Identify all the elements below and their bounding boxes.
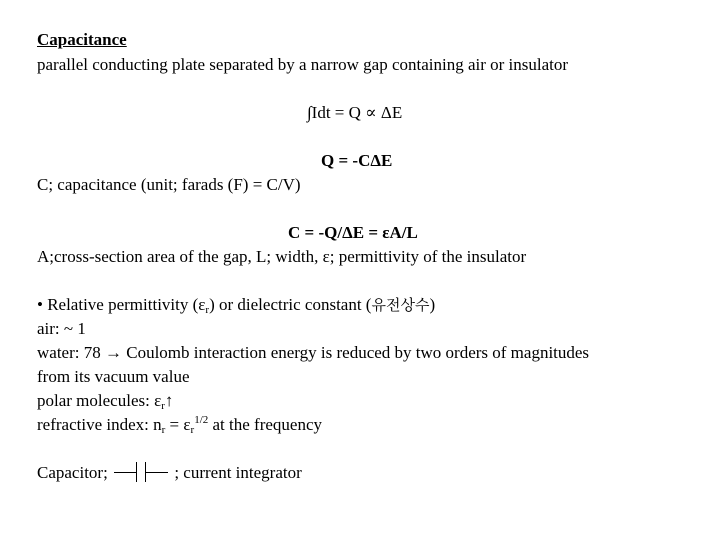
charge-equation: Q = -CΔE — [321, 151, 393, 170]
water-value: water: 78 → Coulomb interaction energy is reduced by two orders of magnitudes — [37, 343, 590, 362]
capacitor-label: Capacitor; — [37, 463, 113, 482]
refr-subscript-n: r — [161, 424, 166, 436]
water-value-continued: from its vacuum value — [37, 367, 190, 386]
charge-integral-equation: ∫Idt = Q ∝ ΔE — [307, 103, 403, 122]
capacitance-definition: C; capacitance (unit; farads (F) = C/V) — [37, 175, 301, 194]
capacitor-description: ; current integrator — [170, 463, 302, 482]
korean-term: 유전상수 — [371, 296, 430, 314]
permittivity-bullet-mid: ) or dielectric constant ( — [209, 295, 372, 314]
intro-text: parallel conducting plate separated by a narrow gap containing air or insulator — [37, 55, 569, 74]
capacitor-line — [37, 463, 302, 483]
capacitor-symbol-icon — [114, 465, 168, 479]
polar-molecules-line — [37, 391, 173, 411]
polar-subscript: r — [161, 400, 165, 412]
area-definition: A;cross-section area of the gap, L; width, ε; permittivity of the insulator — [37, 247, 527, 266]
permittivity-subscript: r — [205, 304, 210, 316]
refractive-index-line — [37, 415, 322, 435]
air-value: air: ~ 1 — [37, 319, 86, 338]
refr-prefix: refractive index: n — [37, 415, 162, 434]
refr-superscript: 1/2 — [194, 414, 209, 426]
refr-equals: = ε — [165, 415, 191, 434]
capacitance-equation: C = -Q/ΔE = εA/L — [288, 223, 418, 242]
slide-title: Capacitance — [37, 30, 127, 49]
permittivity-bullet-end: ) — [429, 295, 436, 314]
permittivity-bullet — [37, 295, 435, 315]
refr-subscript-eps: r — [190, 424, 195, 436]
permittivity-bullet-prefix: • Relative permittivity (ε — [37, 295, 206, 314]
up-arrow-icon: ↑ — [164, 391, 174, 410]
polar-prefix: polar molecules: ε — [37, 391, 162, 410]
refr-end: at the frequency — [208, 415, 322, 434]
